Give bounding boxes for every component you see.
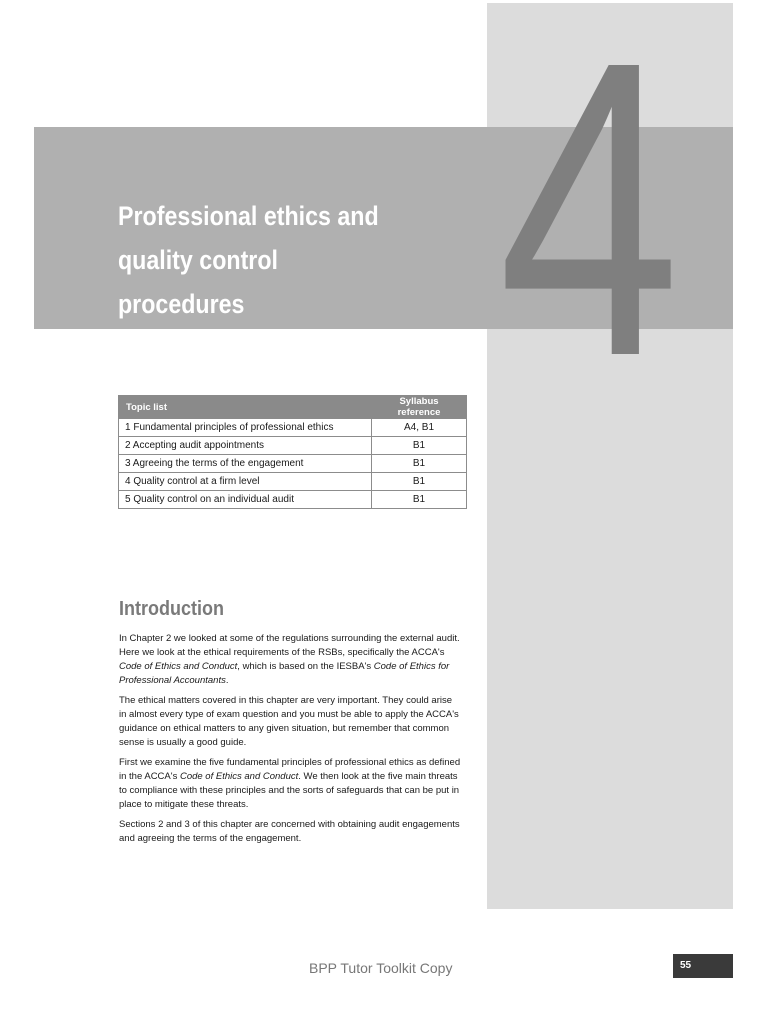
intro-p1-iesba-title: Code of Ethics for Professional Accountants — [119, 661, 450, 686]
intro-p3-text-a: First we examine the five fundamental principles of professional ethics as defined in the ACCA's — [119, 757, 461, 782]
intro-paragraph-1 — [119, 632, 461, 688]
intro-paragraph-4: Sections 2 and 3 of this chapter are concerned with obtaining audit engagements and agreeing the terms of the engagement. — [119, 819, 460, 844]
table-row — [119, 455, 467, 473]
chapter-title-line-2: quality control — [118, 245, 278, 275]
intro-p1-text-e: . — [225, 675, 229, 686]
chapter-title-line-1: Professional ethics and — [118, 201, 379, 231]
reference-cell: B1 — [372, 437, 467, 455]
introduction-body — [119, 632, 461, 852]
reference-cell: B1 — [372, 473, 467, 491]
topic-cell: 3 Agreeing the terms of the engagement — [119, 455, 372, 473]
topic-list-table — [118, 395, 467, 509]
intro-p1-text-c: , which is based on the IESBA's — [237, 661, 374, 672]
intro-p1-text-a: In Chapter 2 we looked at some of the regulations surrounding the external audit. Here we look at the ethical requirements of the RSBs, specifically the ACCA's — [119, 633, 460, 658]
intro-p3-text-c: . We then look at the five main threats to compliance with these principles and the sorts of safeguards that can be put in place to mitigate these threats. — [119, 771, 460, 810]
table-row — [119, 419, 467, 437]
reference-cell: B1 — [372, 455, 467, 473]
chapter-title-line-3: procedures — [118, 289, 245, 319]
footer-copy-text: BPP Tutor Toolkit Copy — [309, 960, 453, 976]
topic-cell: 5 Quality control on an individual audit — [119, 491, 372, 509]
introduction-heading: Introduction — [119, 598, 224, 620]
intro-paragraph-2: The ethical matters covered in this chapter are very important. They could arise in almost every type of exam question and you must be able to apply the ACCA's guidance on ethical matters to any given situation, but remember that common sense is usually a good guide. — [119, 695, 459, 748]
table-row — [119, 437, 467, 455]
reference-cell: B1 — [372, 491, 467, 509]
intro-p3-code-title: Code of Ethics and Conduct — [179, 771, 299, 782]
topic-cell: 1 Fundamental principles of professional ethics — [119, 419, 372, 437]
topic-list-header: Topic list — [119, 396, 372, 419]
reference-cell: A4, B1 — [372, 419, 467, 437]
intro-p1-code-title: Code of Ethics and Conduct — [119, 661, 238, 672]
page-number: 55 — [673, 954, 733, 978]
intro-paragraph-3 — [119, 756, 461, 812]
topic-cell: 4 Quality control at a firm level — [119, 473, 372, 491]
topic-cell: 2 Accepting audit appointments — [119, 437, 372, 455]
chapter-title — [118, 194, 428, 326]
table-row — [119, 491, 467, 509]
table-row — [119, 473, 467, 491]
chapter-number: 4 — [498, 0, 673, 444]
syllabus-reference-header: Syllabus reference — [372, 396, 467, 419]
table-header-row — [119, 396, 467, 419]
